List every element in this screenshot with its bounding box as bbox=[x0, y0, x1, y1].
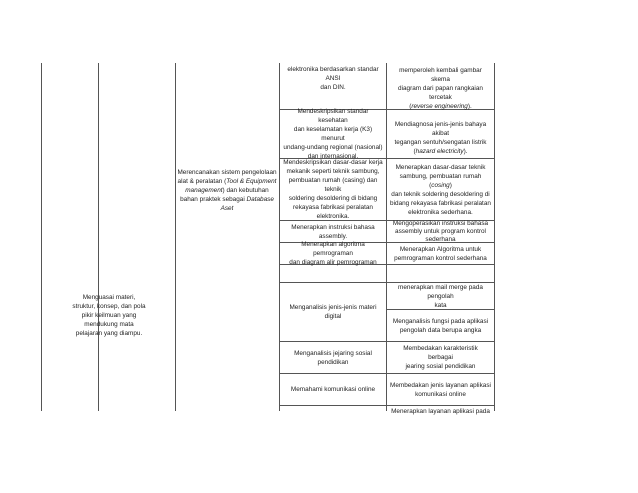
indicator-line: Menerapkan algoritma pemrograman bbox=[301, 241, 365, 257]
objective-line: assembly untuk program kontrol bbox=[395, 227, 486, 235]
indicator-cell bbox=[280, 283, 386, 341]
competency-line: struktur, konsep, dan pola bbox=[72, 302, 146, 310]
objective-line: Membedakan karakteristik berbagai bbox=[403, 345, 478, 361]
indicator-line: Memahami komunikasi online bbox=[290, 386, 376, 393]
standard-line: management) dan kebutuhan bbox=[185, 186, 269, 194]
indicator-cell bbox=[280, 159, 386, 220]
objective-line: jearing sosial pendidikan bbox=[405, 363, 476, 370]
standard-line: Merencanakan sistem pengelolaan bbox=[177, 168, 277, 176]
indicator-line: dan internasional. bbox=[307, 153, 359, 160]
indicator-cell bbox=[280, 64, 386, 92]
indicator-line: soldering desoldering di bidang bbox=[288, 195, 378, 202]
objective-line: komunikasi online bbox=[415, 390, 466, 398]
indicator-line: dan keselamatan kerja (K3) menurut bbox=[293, 126, 373, 142]
objective-line: dan teknik soldering desoldering di bbox=[391, 190, 490, 198]
standard-line: Aset bbox=[220, 204, 234, 212]
objective-line: Menerapkan Algoritma untuk bbox=[399, 245, 482, 253]
indicator-line: undang-undang regional (nasional) bbox=[283, 144, 383, 151]
objective-cell bbox=[387, 342, 494, 373]
indicator-line: Menganalisis jenis-jenis materi digital bbox=[289, 304, 377, 320]
objective-line: bidang rekayasa fabrikasi peralatan bbox=[390, 199, 491, 207]
objective-line: (reverse engineering). bbox=[409, 102, 472, 110]
standard-cell bbox=[172, 160, 282, 220]
objective-line: kata bbox=[434, 301, 447, 309]
indicator-line: Menganalisis jejaring sosial pendidikan bbox=[294, 349, 372, 366]
indicator-cell bbox=[280, 243, 386, 264]
objective-line: elektronika sederhana. bbox=[408, 208, 473, 216]
column-divider-2 bbox=[175, 63, 176, 411]
table-border-left bbox=[41, 63, 42, 411]
competency-cell bbox=[72, 285, 175, 345]
indicator-cell bbox=[280, 221, 386, 242]
indicator-line: mekanik seperti teknik sambung, bbox=[286, 168, 380, 175]
objective-cell bbox=[387, 110, 494, 158]
objective-line: pengolah data berupa angka bbox=[399, 326, 482, 334]
objective-line: Menganalisis fungsi pada aplikasi bbox=[392, 317, 489, 325]
objective-cell bbox=[387, 243, 494, 264]
indicator-cell bbox=[280, 342, 386, 373]
indicator-line: assembly. bbox=[318, 232, 348, 240]
competency-line: Menguasai materi, bbox=[82, 293, 136, 301]
objective-line: (hazard electricity). bbox=[413, 148, 468, 155]
column-divider-1 bbox=[98, 63, 99, 411]
standard-line: bahan praktek sebagai Database bbox=[180, 195, 274, 203]
objective-line: Menerapkan dasar-dasar teknik bbox=[395, 163, 486, 171]
indicator-cell bbox=[280, 374, 386, 405]
objective-cell bbox=[387, 218, 494, 245]
indicator-line: Menerapkan instruksi bahasa bbox=[291, 223, 375, 231]
competency-line: pikir keilmuan yang bbox=[81, 311, 137, 319]
indicator-line: elektronika. bbox=[316, 213, 350, 220]
objective-cell bbox=[387, 68, 494, 108]
indicator-line: dan DIN. bbox=[320, 84, 346, 91]
objective-line: sambung, pembuatan rumah (cosing) bbox=[399, 172, 482, 189]
indicator-line: dan diagram alir pemrograman bbox=[289, 259, 377, 266]
indicator-line: pembuatan rumah (casing) dan teknik bbox=[288, 177, 378, 193]
standard-line: alat & peralatan (Tool & Equipment bbox=[177, 177, 277, 185]
competency-line: pelajaran yang diampu. bbox=[75, 329, 143, 337]
objective-cell bbox=[387, 374, 494, 405]
indicator-line: elektronika berdasarkan standar ANSI bbox=[287, 66, 379, 82]
objective-line: pemrograman kontrol sederhana bbox=[394, 254, 487, 262]
indicator-line: rekayasa fabrikasi peralatan bbox=[293, 204, 373, 211]
objective-line: Membedakan jenis layanan aplikasi bbox=[390, 381, 491, 389]
objective-line: diagram dari papan rangkaian tercetak bbox=[398, 84, 483, 101]
competency-line: mendukung mata bbox=[84, 320, 134, 328]
objective-line: Menerapkan layanan aplikasi pada bbox=[391, 408, 490, 415]
objective-cell bbox=[387, 310, 494, 341]
objective-line: menerapkan mail merge pada pengolah bbox=[398, 283, 483, 300]
table-border-right bbox=[494, 63, 495, 411]
objective-line: Mengoperasikan instruksi bahasa bbox=[392, 219, 489, 227]
objective-line: Mendiagnosa jenis-jenis bahaya akibat bbox=[394, 121, 487, 137]
indicator-line: Mendeskripsikan dasar-dasar kerja bbox=[283, 159, 383, 166]
indicator-line: Mendeskripsikan standar kesehatan bbox=[297, 108, 369, 124]
objective-cell bbox=[387, 159, 494, 220]
objective-line: memperoleh kembali gambar skema bbox=[399, 66, 482, 83]
objective-line: tegangan sentuh/sengatan listrik bbox=[394, 139, 487, 146]
objective-cell bbox=[387, 406, 494, 415]
objective-cell bbox=[387, 283, 494, 309]
objective-line: sederhana bbox=[425, 235, 456, 243]
indicator-cell bbox=[280, 110, 386, 158]
